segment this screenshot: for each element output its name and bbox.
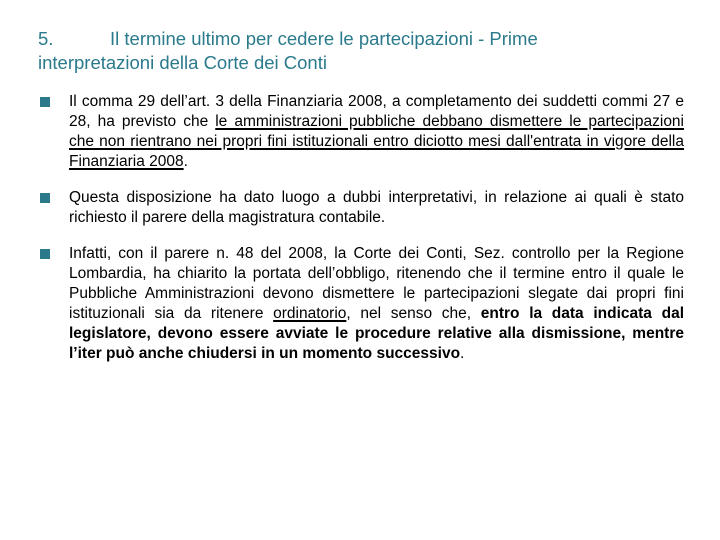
title-line-2: interpretazioni della Corte dei Conti bbox=[38, 52, 327, 73]
slide-title bbox=[38, 27, 698, 75]
square-bullet-icon bbox=[40, 97, 50, 107]
bullet-3-mid-text: , nel senso che, bbox=[346, 305, 481, 322]
bullet-list bbox=[40, 92, 684, 364]
bullet-3-text: Infatti, con il parere n. 48 del 2008, la Corte dei Conti, Sez. controllo per la Regione Lombardia, ha chiarito la portata dell’obbligo, ritenendo che il termine entro il quale le Pubbliche Amministrazioni devono dismettere le partecipazioni slegate dai propri fini istituzionali sia da ritenere bbox=[69, 245, 684, 322]
bullet-1-end: . bbox=[183, 153, 188, 170]
title-line-1: Il termine ultimo per cedere le partecipazioni - Prime bbox=[110, 28, 538, 49]
bullet-3-underlined-text: ordinatorio bbox=[273, 305, 347, 322]
bullet-item-3 bbox=[40, 244, 684, 364]
bullet-1-text: Il comma 29 dell’art. 3 della Finanziaria 2008, a completamento dei suddetti commi 27 e 28, ha previsto che bbox=[69, 93, 684, 130]
square-bullet-icon bbox=[40, 249, 50, 259]
bullet-3-bold-text: entro la data indicata dal legislatore, devono essere avviate le procedure relative alla dismissione, mentre l’iter può anche chiudersi in un momento successivo bbox=[69, 305, 684, 362]
bullet-2-text: Questa disposizione ha dato luogo a dubbi interpretativi, in relazione ai quali è stato richiesto il parere della magistratura contabile. bbox=[69, 189, 684, 226]
bullet-item-2 bbox=[40, 188, 684, 228]
bullet-item-1 bbox=[40, 92, 684, 172]
bullet-1-underlined-text: le amministrazioni pubbliche debbano dismettere le partecipazioni che non rientrano nei propri fini istituzionali entro diciotto mesi dall'entrata in vigore della Finanziaria 2008 bbox=[69, 113, 684, 170]
bullet-3-end: . bbox=[460, 345, 465, 362]
square-bullet-icon bbox=[40, 193, 50, 203]
title-number: 5. bbox=[38, 28, 54, 49]
